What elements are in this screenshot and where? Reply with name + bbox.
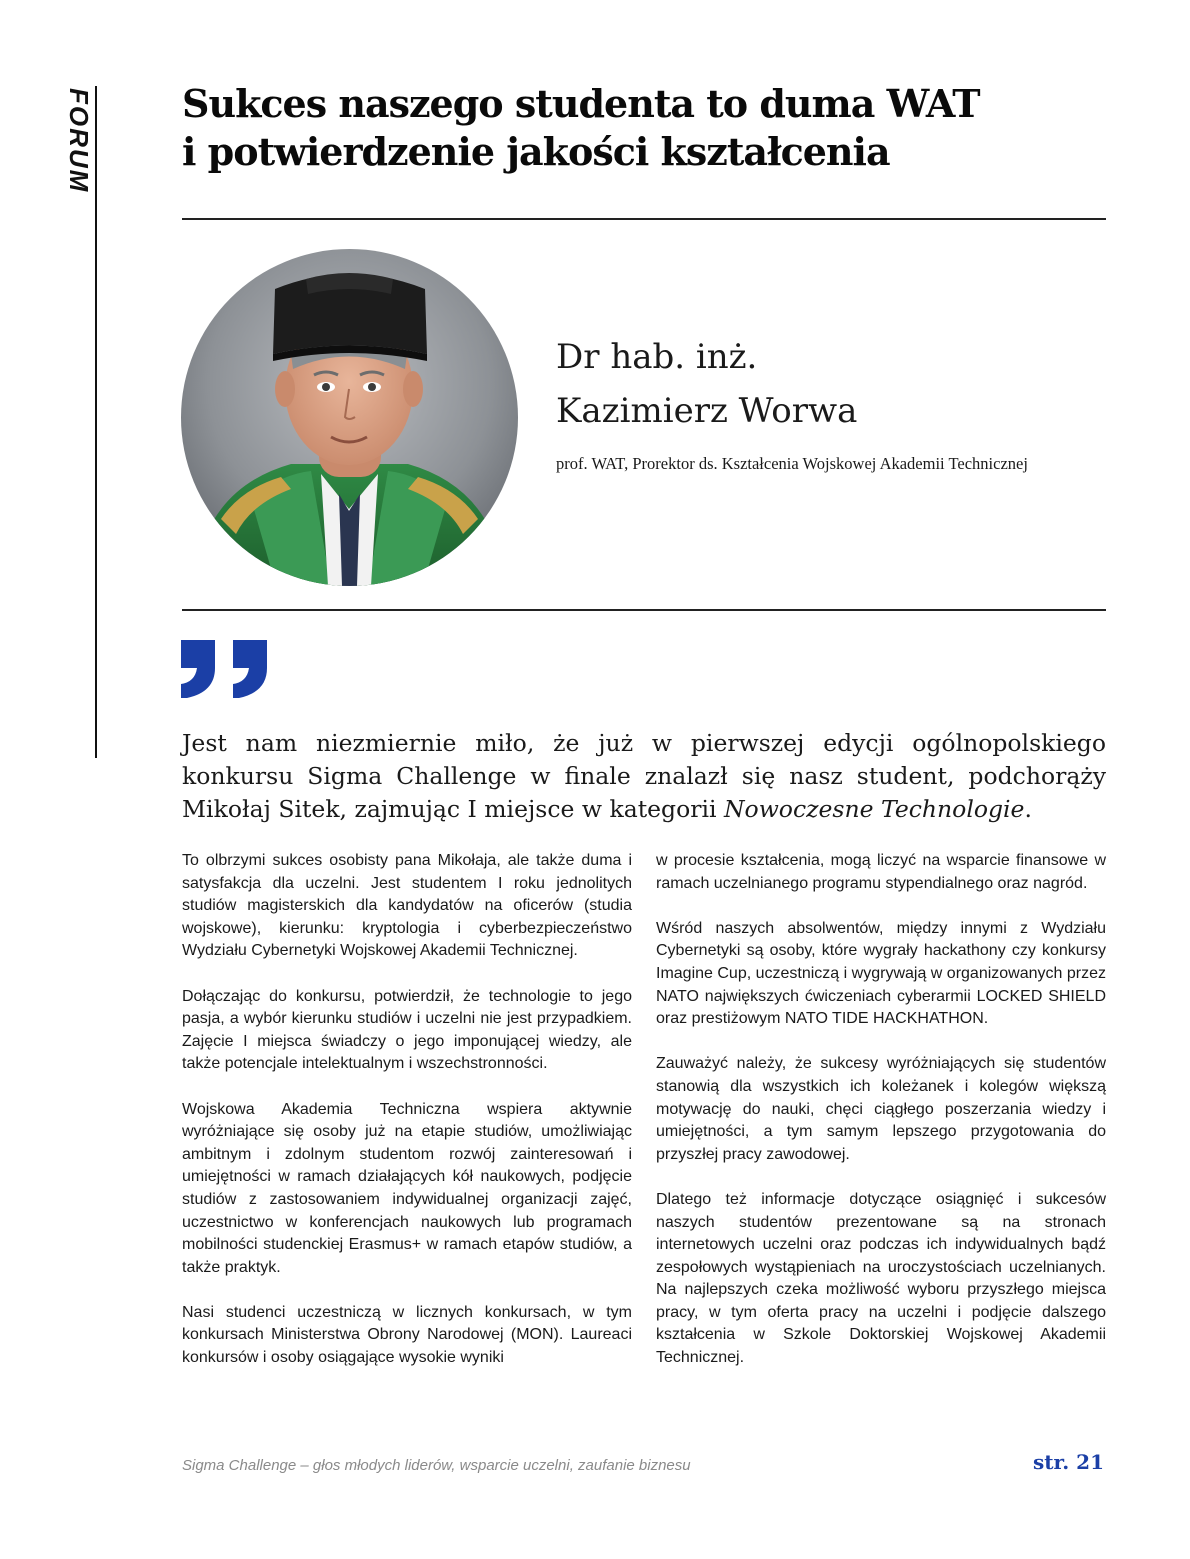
body-paragraph: Dlatego też informacje dotyczące osiągnięć i sukcesów naszych studentów prezentowane są na stronach internetowych uczelni oraz podczas ich indywidualnych bądź zespołowych wystąpieniach na uroczystościach uczelnianych. Na najlepszych czeka możliwość wyboru przyszłego miejsca pracy, w tym oferta pracy na uczelni i podjęcie dalszego kształcenia w Szkole Doktorskiej Wojskowej Akademii Technicznej. bbox=[656, 1190, 1106, 1367]
section-divider-vertical bbox=[95, 86, 97, 758]
author-portrait bbox=[181, 249, 518, 586]
author-role: prof. WAT, Prorektor ds. Kształcenia Wojskowej Akademii Technicznej bbox=[556, 454, 1028, 473]
author-fullname: Kazimierz Worwa bbox=[556, 391, 858, 431]
footer-note: Sigma Challenge – głos młodych liderów, wsparcie uczelni, zaufanie biznesu bbox=[182, 1457, 691, 1474]
body-paragraph: To olbrzymi sukces osobisty pana Mikołaja, ale także duma i satysfakcja dla uczelni. Jest studentem I roku jednolitych studiów magisterskich dla kandydatów na oficerów (studia wojskowe), kierunku: kryptologia i cyberbezpieczeństwo Wydziału Cybernetyki Wojskowej Akademii Technicznej. bbox=[182, 852, 632, 960]
article-headline bbox=[182, 80, 1102, 176]
author-title: Dr hab. inż. bbox=[556, 337, 758, 377]
body-paragraph: Wśród naszych absolwentów, między innymi z Wydziału Cybernetyki są osoby, które wygrały hackathony czy konkursy Imagine Cup, uczestniczą i wygrywają w organizowanych przez NATO największych ćwiczeniach cyberarmii LOCKED SHIELD oraz prestiżowym NATO TIDE HACKHATHON. bbox=[656, 919, 1106, 1028]
quote-mark-icon bbox=[181, 640, 271, 700]
headline-line-2: i potwierdzenie jakości kształcenia bbox=[182, 129, 890, 174]
article-column-right bbox=[656, 850, 1106, 1392]
body-paragraph: Zauważyć należy, że sukcesy wyróżniających się studentów stanowią dla wszystkich ich koleżanek i kolegów większą motywację do nauki, chęci ciągłego poszerzania wiedzy i umiejętności, a tym samym lepszego przygotowania do przyszłej pracy zawodowej. bbox=[656, 1055, 1106, 1163]
body-paragraph: Nasi studenci uczestniczą w licznych konkursach, w tym konkursach Ministerstwa Obrony Narodowej (MON). Laureaci konkursów i osoby osiągające wysokie wyniki bbox=[182, 1303, 632, 1367]
divider-top bbox=[182, 218, 1106, 220]
lead-text: Jest nam niezmiernie miło, że już w pierwszej edycji ogólnopolskiego konkursu Sigma Challenge w finale znalazł się nasz student, podchorąży Mikołaj Sitek, zajmując I miejsce w kategorii bbox=[182, 729, 1106, 823]
divider-middle bbox=[182, 609, 1106, 611]
article-column-left bbox=[182, 850, 632, 1392]
body-paragraph: Wojskowa Akademia Techniczna wspiera aktywnie wyróżniające się osoby już na etapie studiów, umożliwiając ambitnym i zdolnym studentom rozwój zainteresowań i umiejętności w ramach działających kół naukowych, podjęcie studiów z zastosowaniem indywidualnej organizacji zajęć, uczestnictwo w konferencjach naukowych lub programach mobilności studenckiej Erasmus+ w ramach etapów studiów, a także praktyk. bbox=[182, 1100, 632, 1276]
section-tag bbox=[58, 88, 98, 198]
page-number: str. 21 bbox=[1033, 1450, 1104, 1474]
headline-line-1: Sukces naszego studenta to duma WAT bbox=[182, 81, 980, 126]
lead-text-end: . bbox=[1024, 795, 1032, 823]
section-tag-label: FORUM bbox=[64, 88, 94, 194]
body-paragraph: Dołączając do konkursu, potwierdził, że technologie to jego pasja, a wybór kierunku studiów i uczelni nie jest przypadkiem. Zajęcie I miejsca świadczy o jego imponującej wiedzy, ale także potencjale intelektualnym i wszechstronności. bbox=[182, 987, 632, 1073]
lead-paragraph bbox=[182, 727, 1106, 826]
lead-emphasis: Nowoczesne Technologie bbox=[723, 795, 1025, 823]
author-name bbox=[556, 330, 1096, 438]
body-paragraph: w procesie kształcenia, mogą liczyć na wsparcie finansowe w ramach uczelnianego programu stypendialnego oraz nagród. bbox=[656, 852, 1106, 892]
